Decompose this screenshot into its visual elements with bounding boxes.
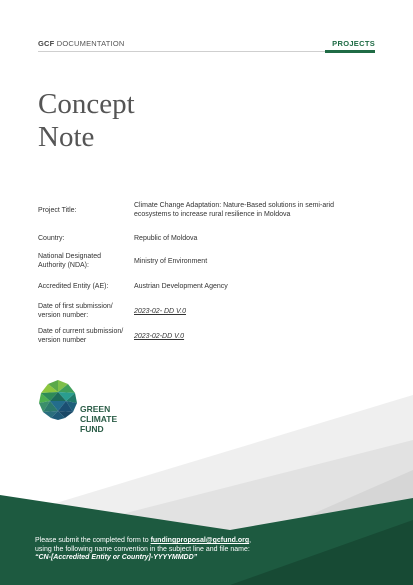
title-line-2: Note xyxy=(38,121,95,153)
field-label: Project Title: xyxy=(38,207,77,214)
field-value: Austrian Development Agency xyxy=(134,283,228,290)
gcf-logo-text xyxy=(80,404,117,434)
title-line-1: Concept xyxy=(38,88,135,120)
footer-prefix: Please submit the completed form to xyxy=(35,537,151,544)
gcf-logo-globe xyxy=(38,379,78,421)
footer-instructions xyxy=(35,537,251,563)
footer-suffix: , xyxy=(249,537,252,544)
footer-line-2: using the following name convention in the subject line and file name: xyxy=(35,545,250,553)
field-label: National Designated Authority (NDA): xyxy=(38,253,102,269)
submission-email-link[interactable]: fundingproposal@gcfund.org xyxy=(150,537,250,544)
naming-convention: “CN-[Accredited Entity or Country]-YYYYMMDD” xyxy=(35,554,198,562)
brand-label: GCF xyxy=(38,39,55,48)
doc-header-label xyxy=(38,39,124,48)
field-value: Ministry of Environment xyxy=(134,258,208,265)
header-accent xyxy=(325,50,375,53)
footer-line-1 xyxy=(35,537,251,546)
field-value: 2023-02- DD V.0 xyxy=(134,308,187,315)
field-value: Republic of Moldova xyxy=(134,235,198,242)
field-label: Date of first submission/ version number: xyxy=(38,303,113,319)
field-value: 2023-02-DD V.0 xyxy=(134,333,185,340)
logo-line-1: GREEN xyxy=(80,404,111,414)
logo-line-3: FUND xyxy=(80,424,104,434)
doc-label: DOCUMENTATION xyxy=(56,39,125,48)
logo-line-2: CLIMATE xyxy=(80,414,118,424)
section-label: PROJECTS xyxy=(332,39,375,48)
field-label: Date of current submission/ version number xyxy=(38,328,124,344)
field-label: Country: xyxy=(38,235,65,242)
field-label: Accredited Entity (AE): xyxy=(38,283,109,290)
page-title xyxy=(38,88,135,154)
field-value: Climate Change Adaptation: Nature-Based solutions in semi-arid ecosystems to increase rural resilience in Moldova xyxy=(134,202,334,218)
